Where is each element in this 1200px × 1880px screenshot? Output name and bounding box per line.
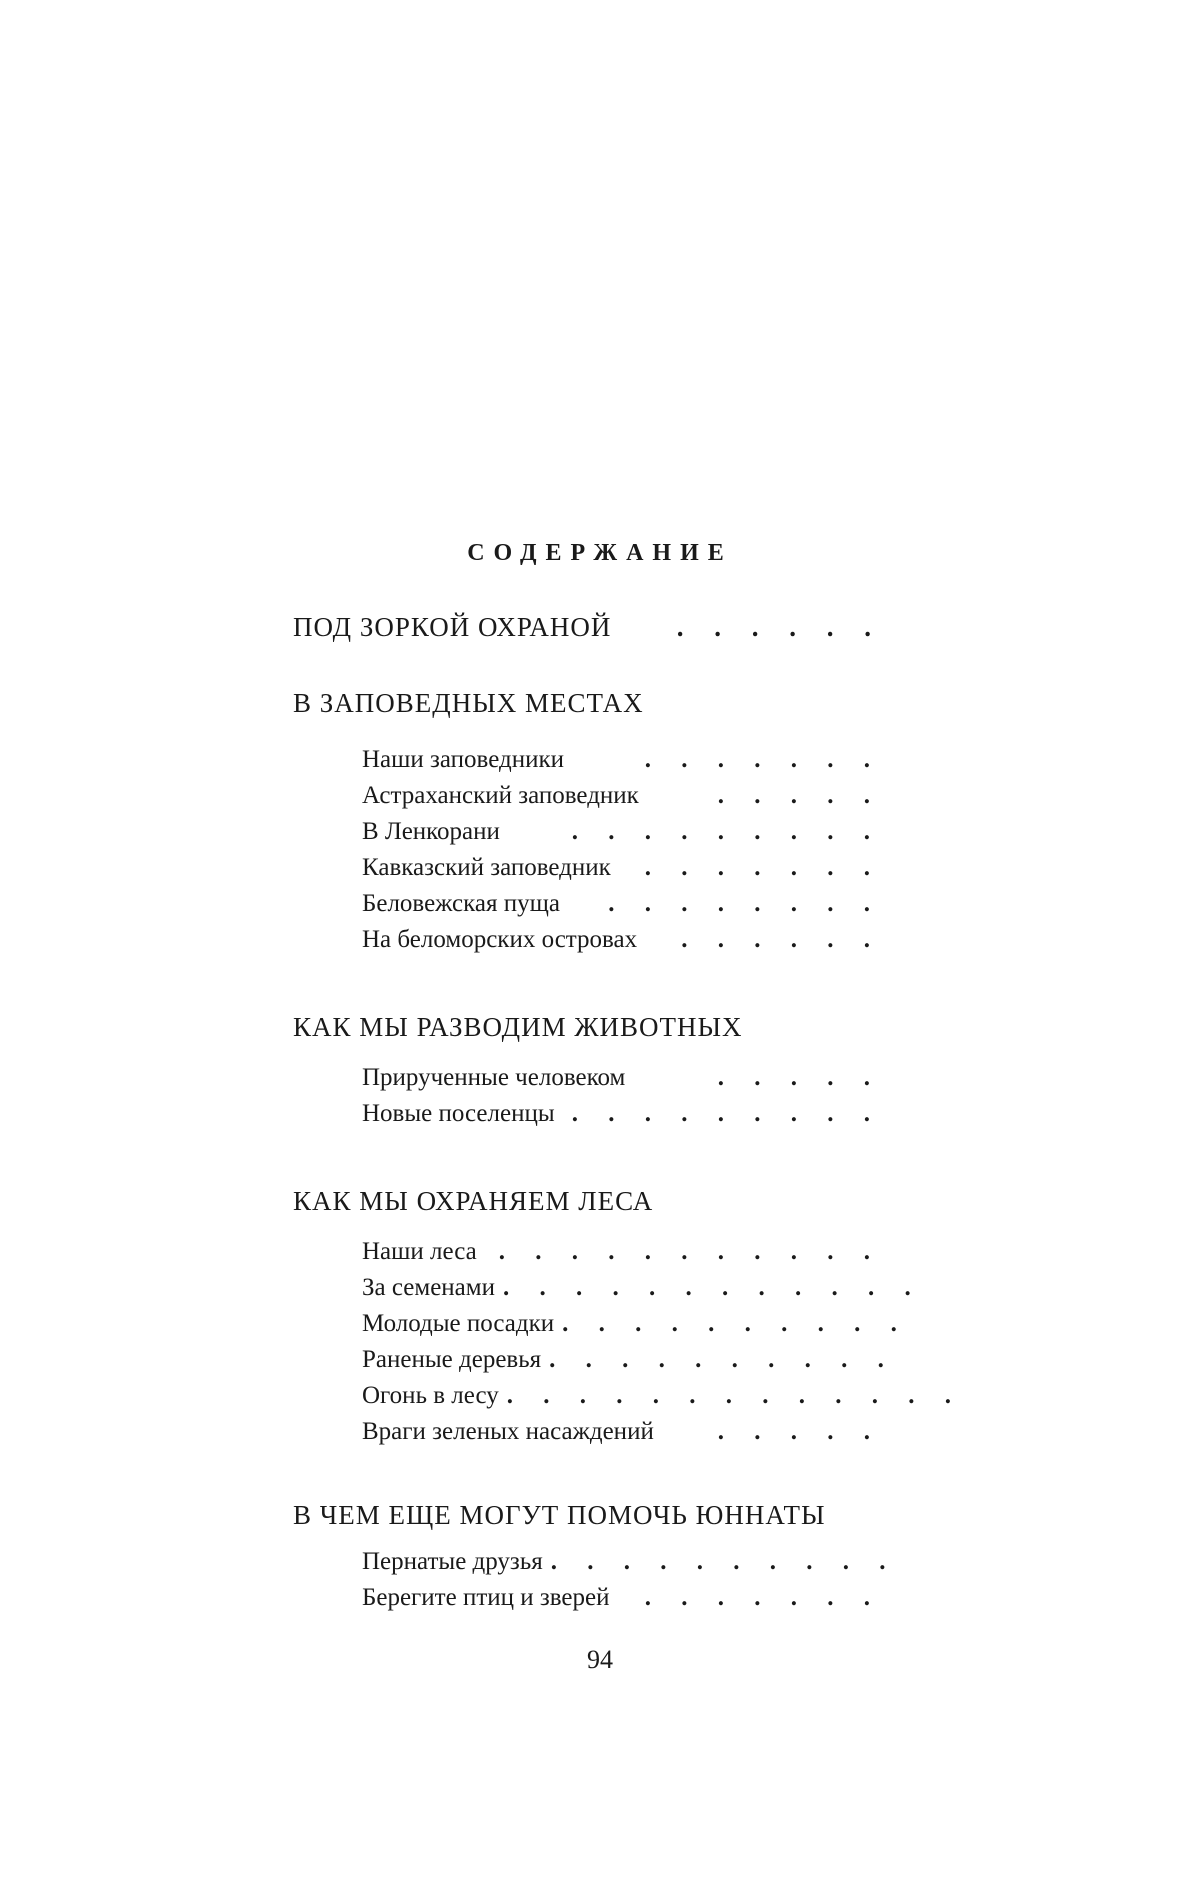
toc-entry [362,1584,882,1614]
toc-entry [362,1238,882,1268]
toc-entry [362,746,882,776]
dot-leader: . . . . . . . . . . . [485,1238,882,1266]
section-title: ПОД ЗОРКОЙ ОХРАНОЙ [293,612,611,643]
entry-title: В Ленкорани [362,818,508,846]
entry-title: Пернатые друзья [362,1548,551,1576]
entry-title: Новые поселенцы [362,1100,563,1128]
entry-title: Огонь в лесу [362,1382,507,1410]
entry-title: Наши леса [362,1238,485,1266]
entry-title: Астраханский заповедник [362,782,647,810]
contents-heading: СОДЕРЖАНИЕ [0,540,1200,567]
toc-entry [362,854,882,884]
entry-title: Беловежская пуща [362,890,568,918]
toc-entry [362,818,882,848]
dot-leader: . . . . . . . [618,1584,883,1612]
toc-entry [362,1310,882,1340]
dot-leader: . . . . . . [645,926,882,954]
toc-entry [362,1382,882,1412]
entry-title: Прирученные человеком [362,1064,633,1092]
dot-leader: . . . . . . . . . . . . [503,1274,923,1302]
section-heading: КАК МЫ ОХРАНЯЕМ ЛЕСА [293,1186,653,1217]
dot-leader: . . . . . . . . . . [549,1346,896,1374]
dot-leader: . . . . . . . . . [563,1100,882,1128]
dot-leader: . . . . . . . . . . [551,1548,898,1576]
entry-title: Враги зеленых насаждений [362,1418,662,1446]
entry-title: Наши заповедники [362,746,572,774]
toc-entry [362,890,882,920]
section-heading: В ЗАПОВЕДНЫХ МЕСТАХ [293,688,644,719]
entry-title: Берегите птиц и зверей [362,1584,618,1612]
entry-title: За семенами [362,1274,503,1302]
page-number: 94 [0,1645,1200,1675]
section-heading [293,612,883,643]
dot-leader: . . . . . . . . . . . . . [507,1382,963,1410]
section-heading: В ЧЕМ ЕЩЕ МОГУТ ПОМОЧЬ ЮННАТЫ [293,1500,826,1531]
toc-entry [362,1100,882,1130]
toc-entry [362,782,882,812]
dot-leader: . . . . . [662,1418,882,1446]
dot-leader: . . . . . [633,1064,882,1092]
toc-entry [362,1274,882,1304]
dot-leader: . . . . . . . . . . [562,1310,909,1338]
entry-title: Кавказский заповедник [362,854,619,882]
dot-leader: . . . . . . . [619,854,882,882]
dot-leader: . . . . . [647,782,882,810]
entry-title: Молодые посадки [362,1310,562,1338]
toc-entry [362,1346,882,1376]
section-heading: КАК МЫ РАЗВОДИМ ЖИВОТНЫХ [293,1012,743,1043]
dot-leader: . . . . . . . . [568,890,882,918]
entry-title: Раненые деревья [362,1346,549,1374]
toc-entry [362,1064,882,1094]
dot-leader: . . . . . . . [572,746,882,774]
dot-leader: . . . . . . . . . [508,818,882,846]
dot-leader: . . . . . . [611,612,883,643]
toc-entry [362,1548,882,1578]
book-page [0,0,1200,1880]
entry-title: На беломорских островах [362,926,645,954]
toc-entry [362,1418,882,1448]
toc-entry [362,926,882,956]
